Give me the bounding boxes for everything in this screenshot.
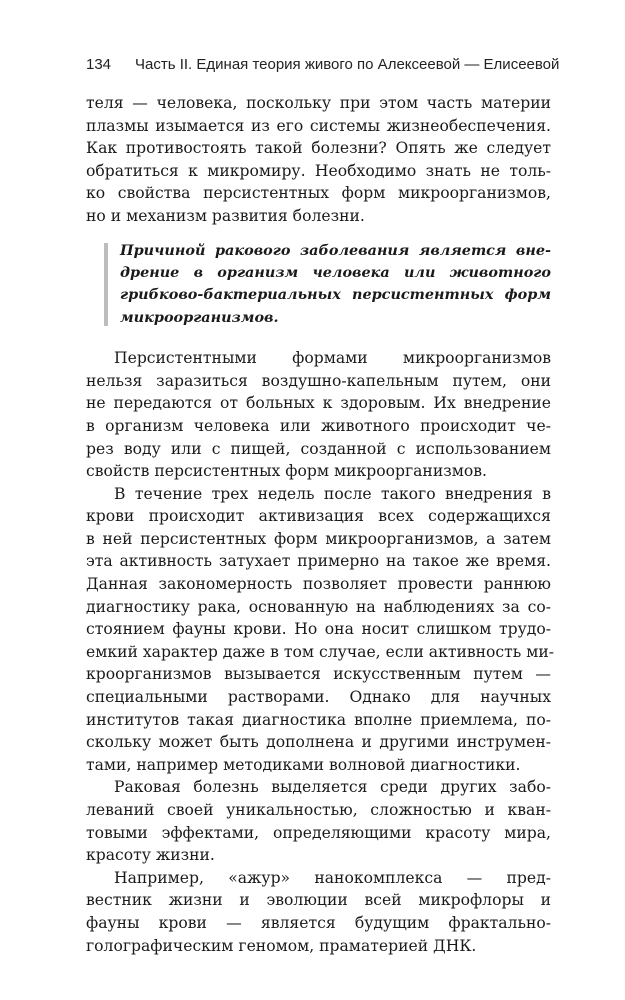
callout-bar: [104, 243, 108, 327]
text-line: специальными растворами. Однако для научных: [86, 688, 551, 707]
text-line: фауны крови — является будущим фрактально-: [86, 913, 551, 932]
text-line: обратиться к микромиру. Необходимо знать не толь-: [86, 161, 551, 180]
text-line: Данная закономерность позволяет провести раннюю: [86, 575, 551, 594]
text-line: Раковая болезнь выделяется среди других забо-: [114, 778, 551, 797]
paragraph-2: [86, 483, 555, 777]
text-line: не передаются от больных к здоровым. Их внедрение: [86, 394, 551, 413]
paragraph-4: [86, 867, 551, 957]
running-header: [86, 56, 560, 73]
text-line: плазмы изымается из его системы жизнеобеспечения.: [86, 116, 551, 135]
text-line: Например, «ажур» нанокомплекса — пред-: [114, 868, 551, 887]
paragraph-3: [86, 776, 551, 866]
text-line: но и механизм развития болезни.: [86, 206, 365, 225]
text-line: эта активность затухает примерно на такое же время.: [86, 552, 551, 571]
callout-line: Причиной ракового заболевания является вне-: [120, 241, 551, 259]
callout-line: микроорганизмов.: [120, 308, 279, 326]
page-number: 134: [86, 56, 112, 73]
text-line: Персистентными формами микроорганизмов: [114, 349, 551, 368]
highlight-callout: [104, 240, 551, 330]
text-line: скольку может быть дополнена и другими инструмен-: [86, 733, 551, 752]
text-line: кроорганизмов вызывается искусственным путем —: [86, 665, 551, 684]
text-line: институтов такая диагностика вполне приемлема, по-: [86, 710, 551, 729]
text-line: в ней персистентных форм микроорганизмов, а затем: [86, 529, 551, 548]
text-line: красоту жизни.: [86, 846, 215, 865]
paragraph-continued: [86, 92, 551, 228]
text-line: товыми эффектами, определяющими красоту мира,: [86, 823, 551, 842]
running-title: Часть II. Единая теория живого по Алексеевой — Елисеевой: [135, 56, 560, 73]
callout-line: дрение в организм человека или животного: [120, 263, 551, 281]
text-line: стоянием фауны крови. Но она носит слишком трудо-: [86, 620, 551, 639]
text-line: диагностику рака, основанную на наблюдениях за со-: [86, 597, 551, 616]
callout-line: грибково-бактериальных персистентных форм: [120, 286, 551, 304]
text-line: свойств персистентных форм микроорганизмов.: [86, 462, 487, 481]
text-line: рез воду или с пищей, созданной с использованием: [86, 439, 551, 458]
page-body: [86, 92, 555, 957]
text-line: ко свойства персистентных форм микроорганизмов,: [86, 184, 551, 203]
text-line: тами, например методиками волновой диагностики.: [86, 755, 521, 774]
text-line: теля — человека, поскольку при этом часть материи: [86, 94, 551, 112]
text-line: вестник жизни и эволюции всей микрофлоры и: [86, 891, 551, 910]
text-line: нельзя заразиться воздушно-капельным путем, они: [86, 371, 551, 390]
paragraph-1: [86, 347, 551, 483]
text-line: крови происходит активизация всех содержащихся: [86, 507, 551, 526]
text-line: Как противостоять такой болезни? Опять же следует: [86, 139, 551, 158]
text-line: в организм человека или животного происходит че-: [86, 416, 551, 435]
text-line: емкий характер даже в том случае, если активность ми-: [86, 642, 555, 661]
text-line: леваний своей уникальностью, сложностью и кван-: [86, 801, 551, 819]
text-line: В течение трех недель после такого внедрения в: [114, 484, 551, 503]
text-line: голографическим геномом, праматерией ДНК.: [86, 936, 477, 955]
